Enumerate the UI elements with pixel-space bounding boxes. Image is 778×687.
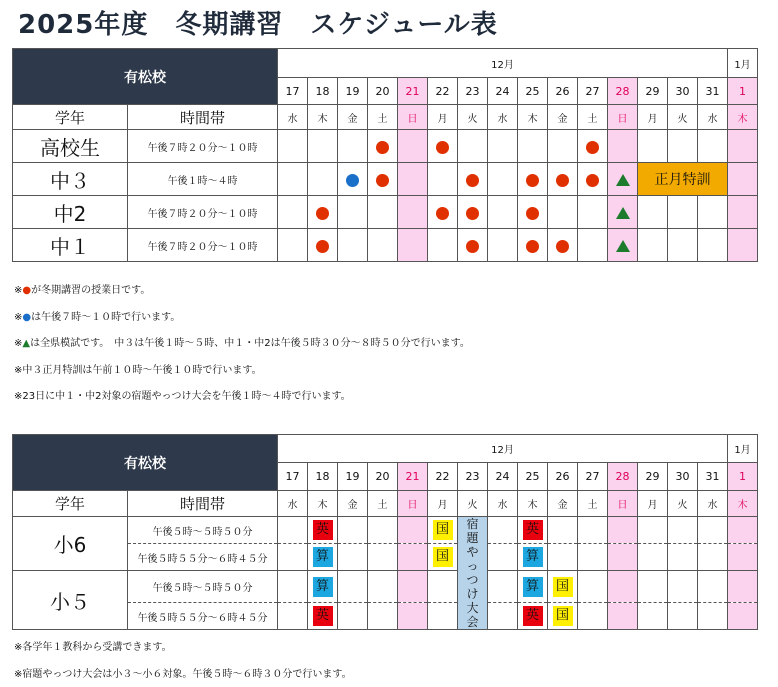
green-triangle-icon (616, 240, 630, 252)
day-cell (578, 163, 608, 196)
blue-circle-icon: ● (22, 312, 32, 323)
month-january: 1月 (728, 435, 758, 463)
weekday-header: 日 (398, 491, 428, 517)
subject-math: 算 (313, 547, 333, 567)
day-cell (518, 229, 548, 262)
day-cell (668, 517, 698, 544)
time-header: 時間帯 (128, 491, 278, 517)
red-circle-icon (556, 240, 569, 253)
note-mock-exam: ※▲は全県模試です。 中３は午後１時～５時、中１・中2は午後５時３０分～８時５０分で行います。 (14, 338, 470, 349)
subject-eng: 英 (523, 520, 543, 540)
weekday-header: 木 (308, 491, 338, 517)
schedule-row (13, 130, 758, 163)
day-cell (548, 229, 578, 262)
red-circle-icon (466, 174, 479, 187)
note-homework-event: ※23日に中１・中2対象の宿題やっつけ大会を午後１時～４時で行います。 (14, 391, 351, 402)
day-cell (488, 544, 518, 571)
day-cell (488, 163, 518, 196)
day-cell (398, 544, 428, 571)
day-cell (308, 571, 338, 603)
day-header: 21 (398, 463, 428, 491)
weekday-header: 日 (398, 105, 428, 130)
day-cell (548, 130, 578, 163)
day-cell (398, 163, 428, 196)
grade-label: 小6 (13, 517, 128, 571)
day-cell (428, 544, 458, 571)
grade-label: 中３ (13, 163, 128, 196)
weekday-header: 月 (428, 105, 458, 130)
day-cell (608, 517, 638, 544)
day-cell (398, 229, 428, 262)
subject-math: 算 (523, 547, 543, 567)
day-cell (638, 130, 668, 163)
day-cell (368, 544, 398, 571)
time-slot: 午後７時２０分～１０時 (128, 196, 278, 229)
day-cell (548, 517, 578, 544)
day-cell (308, 603, 338, 630)
green-triangle-icon (616, 207, 630, 219)
day-header: 29 (638, 78, 668, 105)
day-header: 18 (308, 78, 338, 105)
day-header: 28 (608, 463, 638, 491)
day-cell (638, 603, 668, 630)
day-header: 20 (368, 463, 398, 491)
day-header: 23 (458, 463, 488, 491)
weekday-header: 水 (698, 491, 728, 517)
grade-label: 中１ (13, 229, 128, 262)
day-header: 27 (578, 78, 608, 105)
weekday-header: 月 (638, 491, 668, 517)
day-cell (428, 603, 458, 630)
red-circle-icon (316, 240, 329, 253)
red-circle-icon (436, 141, 449, 154)
red-circle-icon (436, 207, 449, 220)
day-cell (488, 603, 518, 630)
day-cell (278, 229, 308, 262)
day-cell (548, 163, 578, 196)
weekday-header: 木 (728, 491, 758, 517)
school-name: 有松校 (13, 49, 278, 105)
day-cell (548, 603, 578, 630)
day-cell (548, 196, 578, 229)
day-cell (728, 229, 758, 262)
day-cell (518, 130, 548, 163)
red-circle-icon (466, 207, 479, 220)
weekday-header: 水 (488, 491, 518, 517)
day-cell (518, 544, 548, 571)
weekday-header: 日 (608, 491, 638, 517)
day-cell (308, 163, 338, 196)
weekday-header: 水 (488, 105, 518, 130)
day-cell (608, 571, 638, 603)
day-cell (368, 603, 398, 630)
weekday-header: 木 (518, 105, 548, 130)
schedule-row (13, 163, 758, 196)
day-cell (308, 517, 338, 544)
red-circle-icon (376, 174, 389, 187)
day-cell (278, 517, 308, 544)
day-cell (728, 544, 758, 571)
day-cell (428, 163, 458, 196)
note-class-days: ※●が冬期講習の授業日です。 (14, 285, 151, 296)
day-header: 28 (608, 78, 638, 105)
schedule-row (13, 571, 758, 603)
red-circle-icon: ● (22, 285, 32, 296)
day-header: 23 (458, 78, 488, 105)
red-circle-icon (466, 240, 479, 253)
weekday-header: 火 (458, 491, 488, 517)
month-december: 12月 (278, 49, 728, 78)
day-cell (308, 196, 338, 229)
homework-event-label: 宿題やっつけ大会 (466, 517, 479, 629)
day-cell (698, 229, 728, 262)
day-cell (488, 130, 518, 163)
day-header: 30 (668, 463, 698, 491)
red-circle-icon (556, 174, 569, 187)
red-circle-icon (376, 141, 389, 154)
day-cell (278, 571, 308, 603)
day-cell (308, 544, 338, 571)
day-header: 22 (428, 463, 458, 491)
day-header: 29 (638, 463, 668, 491)
day-cell (278, 603, 308, 630)
weekday-header: 土 (368, 491, 398, 517)
page-title: 2025年度 冬期講習 スケジュール表 (18, 10, 498, 40)
weekday-header: 火 (668, 105, 698, 130)
day-cell (578, 571, 608, 603)
time-slot: 午後７時２０分～１０時 (128, 130, 278, 163)
day-cell (278, 130, 308, 163)
schedule-row (13, 196, 758, 229)
subject-eng: 英 (313, 606, 333, 626)
day-cell (578, 229, 608, 262)
day-cell (428, 196, 458, 229)
subject-math: 算 (313, 577, 333, 597)
day-cell (338, 603, 368, 630)
grade-header: 学年 (13, 105, 128, 130)
day-header: 17 (278, 463, 308, 491)
school-name: 有松校 (13, 435, 278, 491)
day-header: 17 (278, 78, 308, 105)
day-cell (608, 163, 638, 196)
day-cell (428, 571, 458, 603)
day-cell (428, 130, 458, 163)
day-header: 26 (548, 463, 578, 491)
day-cell (308, 229, 338, 262)
day-header: 20 (368, 78, 398, 105)
weekday-header: 金 (338, 105, 368, 130)
month-january: 1月 (728, 49, 758, 78)
day-cell (398, 517, 428, 544)
day-cell (608, 229, 638, 262)
day-cell (728, 517, 758, 544)
green-triangle-icon (616, 174, 630, 186)
day-cell (518, 571, 548, 603)
day-cell (578, 603, 608, 630)
day-cell (518, 196, 548, 229)
weekday-header: 金 (548, 105, 578, 130)
day-cell (548, 571, 578, 603)
weekday-header: 火 (458, 105, 488, 130)
day-cell (608, 544, 638, 571)
day-cell (338, 196, 368, 229)
day-cell (458, 196, 488, 229)
subject-jap: 国 (433, 547, 453, 567)
day-cell (668, 571, 698, 603)
day-cell (608, 130, 638, 163)
day-cell (368, 517, 398, 544)
day-cell (458, 163, 488, 196)
day-cell (278, 163, 308, 196)
time-slot: 午後５時５５分～６時４５分 (128, 603, 278, 630)
day-header: 22 (428, 78, 458, 105)
day-cell (488, 571, 518, 603)
green-triangle-icon: ▲ (22, 338, 31, 349)
day-cell (278, 544, 308, 571)
schedule-table-elementary (12, 434, 758, 630)
weekday-header: 土 (578, 491, 608, 517)
day-cell (698, 130, 728, 163)
weekday-header: 水 (698, 105, 728, 130)
weekday-header: 土 (578, 105, 608, 130)
time-slot: 午後５時～５時５０分 (128, 517, 278, 544)
day-cell (728, 130, 758, 163)
day-cell (488, 196, 518, 229)
day-header: 30 (668, 78, 698, 105)
subject-eng: 英 (523, 606, 543, 626)
day-header: 24 (488, 463, 518, 491)
day-cell (338, 130, 368, 163)
day-cell (638, 544, 668, 571)
day-header: 18 (308, 463, 338, 491)
day-cell (638, 229, 668, 262)
day-cell (398, 603, 428, 630)
day-cell (428, 517, 458, 544)
grade-label: 中2 (13, 196, 128, 229)
weekday-header: 金 (548, 491, 578, 517)
red-circle-icon (526, 240, 539, 253)
day-header: 1 (728, 78, 758, 105)
day-cell (398, 196, 428, 229)
weekday-header: 土 (368, 105, 398, 130)
time-header: 時間帯 (128, 105, 278, 130)
weekday-header: 日 (608, 105, 638, 130)
schedule-row (13, 229, 758, 262)
day-cell (698, 196, 728, 229)
day-header: 31 (698, 78, 728, 105)
time-slot: 午後７時２０分～１０時 (128, 229, 278, 262)
note-homework-event-elementary: ※宿題やっつけ大会は小３～小６対象。午後５時～６時３０分で行います。 (14, 669, 352, 680)
subject-jap: 国 (433, 520, 453, 540)
day-cell (518, 603, 548, 630)
day-cell (668, 196, 698, 229)
weekday-header: 金 (338, 491, 368, 517)
subject-eng: 英 (313, 520, 333, 540)
day-cell (308, 130, 338, 163)
month-december: 12月 (278, 435, 728, 463)
homework-event-cell (458, 517, 488, 630)
schedule-table-middle-high (12, 48, 758, 262)
day-cell (398, 130, 428, 163)
day-cell (698, 544, 728, 571)
subject-jap: 国 (553, 606, 573, 626)
day-header: 25 (518, 78, 548, 105)
day-cell (488, 517, 518, 544)
day-header: 25 (518, 463, 548, 491)
day-cell (368, 130, 398, 163)
day-cell (668, 130, 698, 163)
day-header: 1 (728, 463, 758, 491)
weekday-header: 月 (638, 105, 668, 130)
day-cell (428, 229, 458, 262)
day-cell (458, 229, 488, 262)
day-header: 19 (338, 463, 368, 491)
day-cell (338, 571, 368, 603)
day-cell (608, 603, 638, 630)
day-cell (548, 544, 578, 571)
day-cell (518, 517, 548, 544)
weekday-header: 水 (278, 491, 308, 517)
day-cell (638, 571, 668, 603)
red-circle-icon (526, 174, 539, 187)
day-cell (278, 196, 308, 229)
note-one-subject: ※各学年１教科から受講できます。 (14, 642, 172, 653)
day-cell (488, 229, 518, 262)
weekday-header: 火 (668, 491, 698, 517)
day-cell (698, 603, 728, 630)
day-cell (368, 229, 398, 262)
day-cell (638, 196, 668, 229)
time-slot: 午後５時５５分～６時４５分 (128, 544, 278, 571)
day-cell (338, 517, 368, 544)
day-header: 27 (578, 463, 608, 491)
day-cell (578, 130, 608, 163)
weekday-header: 木 (518, 491, 548, 517)
day-cell (698, 571, 728, 603)
day-cell (338, 163, 368, 196)
weekday-header: 木 (308, 105, 338, 130)
grade-label: 小５ (13, 571, 128, 630)
day-cell (578, 196, 608, 229)
grade-header: 学年 (13, 491, 128, 517)
subject-math: 算 (523, 577, 543, 597)
day-cell (398, 571, 428, 603)
day-cell (638, 517, 668, 544)
weekday-header: 月 (428, 491, 458, 517)
note-evening-hours: ※●は午後７時～１０時で行います。 (14, 312, 181, 323)
day-cell (368, 196, 398, 229)
day-cell (668, 229, 698, 262)
time-slot: 午後１時～４時 (128, 163, 278, 196)
day-cell (578, 544, 608, 571)
day-cell (728, 571, 758, 603)
day-cell (728, 163, 758, 196)
weekday-header: 木 (728, 105, 758, 130)
grade-label: 高校生 (13, 130, 128, 163)
day-header: 24 (488, 78, 518, 105)
day-cell (698, 517, 728, 544)
schedule-row (13, 517, 758, 544)
day-header: 19 (338, 78, 368, 105)
day-cell (338, 544, 368, 571)
subject-jap: 国 (553, 577, 573, 597)
day-cell (338, 229, 368, 262)
day-cell (368, 571, 398, 603)
red-circle-icon (586, 174, 599, 187)
note-new-year-training: ※中３正月特訓は午前１０時～午後１０時で行います。 (14, 365, 262, 376)
weekday-header: 水 (278, 105, 308, 130)
day-cell (578, 517, 608, 544)
day-cell (728, 196, 758, 229)
day-cell (668, 603, 698, 630)
red-circle-icon (586, 141, 599, 154)
day-cell (728, 603, 758, 630)
red-circle-icon (316, 207, 329, 220)
day-cell (458, 130, 488, 163)
red-circle-icon (526, 207, 539, 220)
day-cell (668, 544, 698, 571)
day-cell (518, 163, 548, 196)
day-header: 21 (398, 78, 428, 105)
day-header: 26 (548, 78, 578, 105)
time-slot: 午後５時～５時５０分 (128, 571, 278, 603)
day-cell (368, 163, 398, 196)
new-year-training-cell: 正月特訓 (638, 163, 728, 196)
day-header: 31 (698, 463, 728, 491)
day-cell (608, 196, 638, 229)
blue-circle-icon (346, 174, 359, 187)
